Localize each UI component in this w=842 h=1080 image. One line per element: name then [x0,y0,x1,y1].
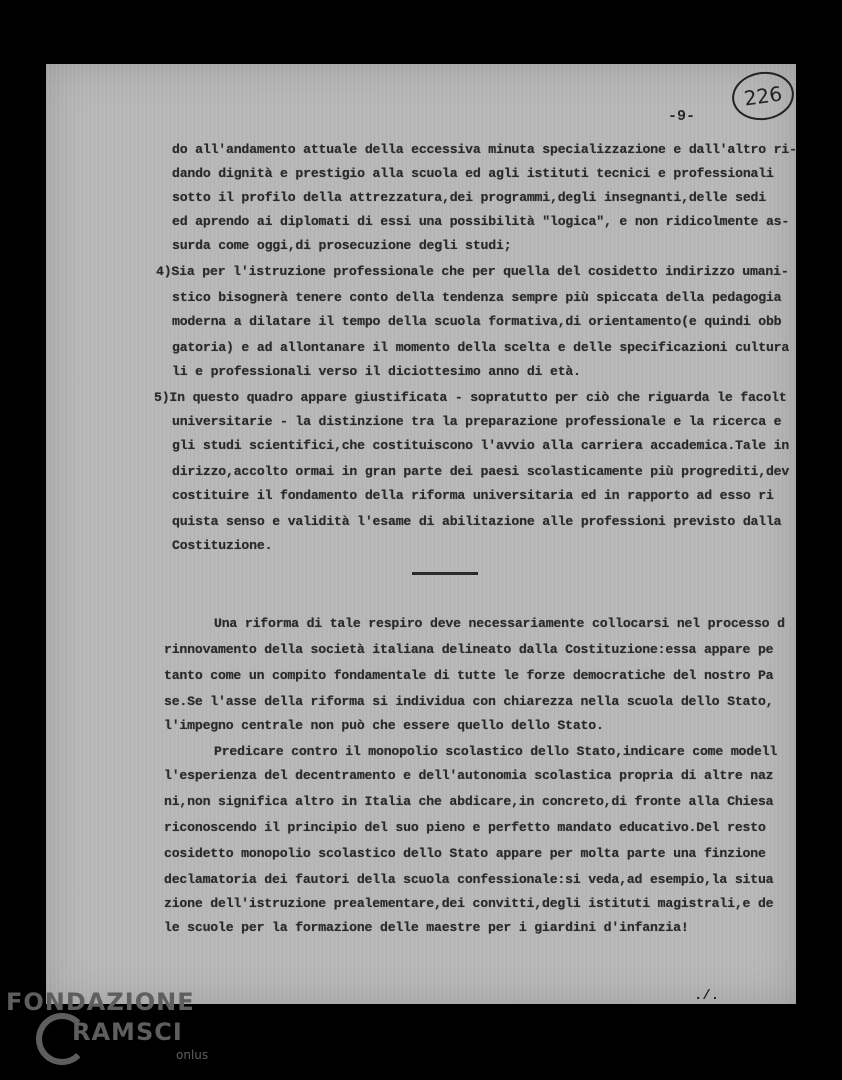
text-line: li e professionali verso il diciottesimo anno di età. [172,364,581,379]
text-line: le scuole per la formazione delle maestre per i giardini d'infanzia! [164,920,689,935]
text-line: riconoscendo il principio del suo pieno e perfetto mandato educativo.Del resto [164,820,766,835]
text-line: cosidetto monopolio scolastico dello Stato appare per molta parte una finzione [164,846,766,861]
archive-number: 226 [742,81,784,111]
text-line: zione dell'istruzione prealementare,dei convitti,degli istituti magistrali,e de [164,896,774,911]
logo-line-1: FONDAZIONE [6,988,195,1016]
text-line: 5)In questo quadro appare giustificata - sopratutto per ciò che riguarda le facolt [154,390,787,405]
text-line: se.Se l'asse della riforma si individua con chiarezza nella scuola dello Stato, [164,694,774,709]
text-line: 4)Sia per l'istruzione professionale che per quella del cosidetto indirizzo umani- [156,264,789,279]
text-line: Costituzione. [172,538,273,553]
text-line: dando dignità e prestigio alla scuola ed agli istituti tecnici e professionali [172,166,774,181]
fondazione-gramsci-logo [6,988,209,1078]
text-line: do all'andamento attuale della eccessiva minuta specializzazione e dall'altro ri- [172,142,797,157]
text-line: surda come oggi,di prosecuzione degli studi; [172,238,512,253]
text-line: moderna a dilatare il tempo della scuola formativa,di orientamento(e quindi obb [172,314,782,329]
text-line: declamatoria dei fautori della scuola confessionale:si veda,ad esempio,la situa [164,872,774,887]
text-line: costituire il fondamento della riforma universitaria ed in rapporto ad esso ri [172,488,774,503]
text-line: sotto il profilo della attrezzatura,dei programmi,degli insegnanti,delle sedi [172,190,766,205]
page-number: -9- [668,108,696,125]
text-line: l'impegno centrale non può che essere quello dello Stato. [164,718,604,733]
text-line: gatoria) e ad allontanare il momento della scelta e delle specificazioni cultura [172,340,790,355]
archive-number-stamp [729,68,797,124]
text-line: dirizzo,accolto ormai in gran parte dei paesi scolasticamente più progrediti,dev [172,464,790,479]
document-page [46,64,796,1004]
text-line: stico bisognerà tenere conto della tendenza sempre più spiccata della pedagogia [172,290,782,305]
section-divider [412,572,478,575]
logo-line-2: RAMSCI [72,1018,183,1046]
text-line: Predicare contro il monopolio scolastico dello Stato,indicare come modell [214,744,778,759]
text-line: ni,non significa altro in Italia che abdicare,in concreto,di fronte alla Chiesa [164,794,774,809]
text-line: universitarie - la distinzione tra la preparazione professionale e la ricerca e [172,414,782,429]
text-line: quista senso e validità l'esame di abilitazione alle professioni previsto dalla [172,514,782,529]
text-line: gli studi scientifici,che costituiscono l'avvio alla carriera accademica.Tale in [172,438,790,453]
text-line: tanto come un compito fondamentale di tutte le forze democratiche del nostro Pa [164,668,774,683]
text-line: rinnovamento della società italiana delineato dalla Costituzione:essa appare pe [164,642,774,657]
text-line: ed aprendo ai diplomati di essi una possibilità "logica", e non ridicolmente as- [172,214,790,229]
logo-suffix: onlus [176,1048,209,1062]
continuation-mark: ./. [694,988,720,1004]
text-line: l'esperienza del decentramento e dell'autonomia scolastica propria di altre naz [164,768,774,783]
text-line: Una riforma di tale respiro deve necessariamente collocarsi nel processo d [214,616,785,631]
